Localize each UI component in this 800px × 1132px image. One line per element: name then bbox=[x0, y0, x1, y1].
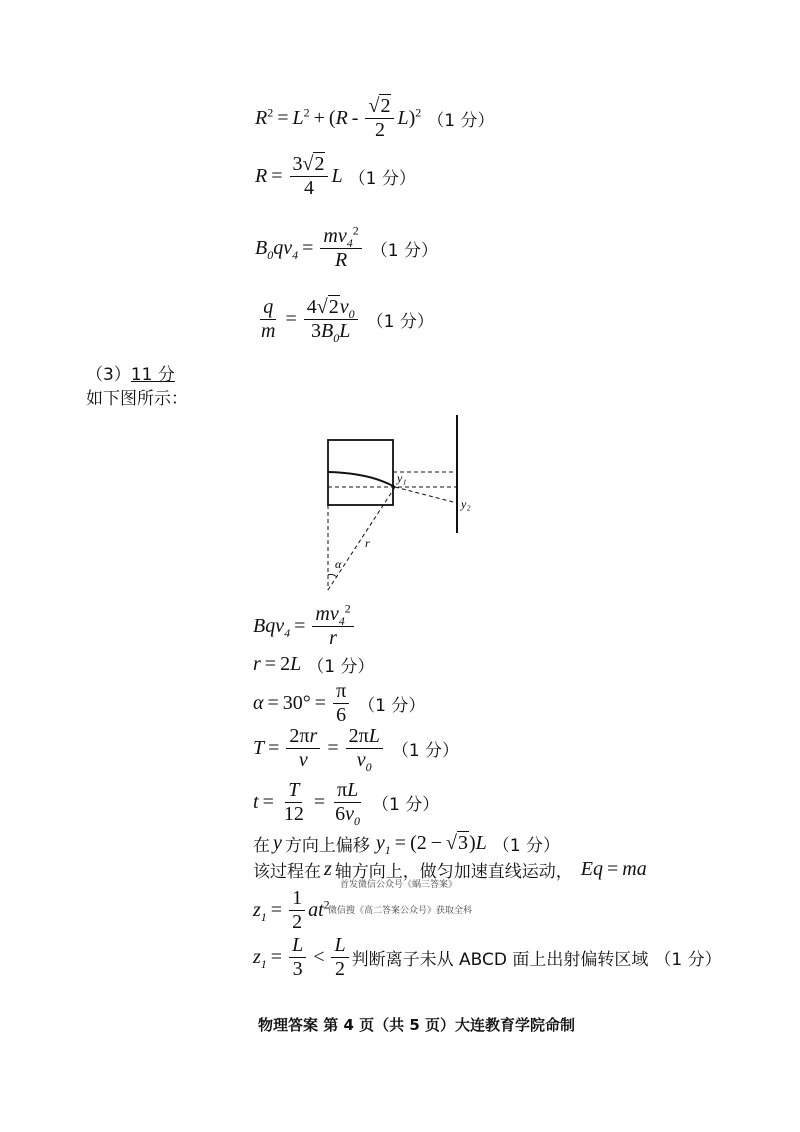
score-note: （1 分） bbox=[348, 169, 416, 189]
label-r: r bbox=[365, 536, 370, 550]
score-note: （1 分） bbox=[372, 795, 440, 815]
page-footer: 物理答案 第 4 页（共 5 页）大连教育学院命制 bbox=[258, 1016, 575, 1034]
equation-z1-compare: $z_1$ = $\frac{L}{3}$ < $\frac{L}{2}$ 判断离子未从 ABCD 面上出射偏转区域 （1 分） bbox=[253, 934, 722, 980]
equation-r-squared: $R^2$ = $L^2$ + ( R - $\frac{√2}{2}$ L )$^2$ （1 分） bbox=[255, 95, 495, 141]
score-note: （1 分） bbox=[654, 950, 722, 970]
equation-motion-z: 该过程在 z 轴方向上，做匀加速直线运动， Eq = ma bbox=[253, 858, 647, 882]
alpha-angle-arc bbox=[328, 574, 337, 577]
deflection-axis: y bbox=[273, 832, 282, 854]
deflection-diagram bbox=[315, 405, 485, 595]
equation-time: t = $\frac{T}{12}$ = $\frac{\pi L}{6v_0}$ （1 分） bbox=[253, 779, 440, 828]
equation-magnetic-force: Bqv$_4$ = $\frac{mv_4^2}{r}$ bbox=[253, 603, 357, 650]
score-note: （1 分） bbox=[358, 696, 426, 716]
watermark-line2: 微信搜《高二答案公众号》获取全科 bbox=[328, 906, 473, 916]
slanted-dashed-radius bbox=[328, 487, 395, 590]
watermark-line1: 首发微信公众号《蜗三答案》 bbox=[340, 880, 458, 890]
exit-dashed-ray bbox=[395, 487, 457, 503]
score-note: （1 分） bbox=[391, 741, 460, 761]
label-y2: y₂ bbox=[461, 497, 471, 511]
score-note: （1 分） bbox=[427, 111, 495, 131]
section-intro: 如下图所示： bbox=[86, 389, 188, 409]
motion-prefix: 该过程在 bbox=[253, 862, 321, 882]
section-number: （3） bbox=[86, 365, 131, 385]
equation-deflection-y1: 在 y 方向上偏移 $y_1$ = (2 − √3 ) L （1 分） bbox=[253, 832, 561, 857]
score-note: （1 分） bbox=[370, 241, 438, 261]
equation-z1-displacement: $z_1$ = $\frac{1}{2}$ $at^2$ bbox=[253, 887, 330, 933]
particle-trajectory bbox=[328, 472, 395, 487]
label-y1: y₁ bbox=[397, 471, 407, 485]
score-note: （1 分） bbox=[366, 312, 434, 332]
equation-radius: r = 2 L （1 分） bbox=[253, 653, 375, 677]
score-note: （1 分） bbox=[492, 836, 561, 856]
equation-charge-mass-ratio: $\frac{q}{m}$ = $\frac{4√2v_0}{3B_0L}$ （1 分） bbox=[261, 296, 434, 345]
motion-axis: z bbox=[324, 858, 332, 880]
section-header bbox=[86, 360, 175, 385]
motion-text: 轴方向上，做匀加速直线运动， bbox=[334, 862, 573, 882]
deflection-mid: 方向上偏移 bbox=[284, 836, 370, 856]
score-note: （1 分） bbox=[307, 657, 375, 677]
equation-lorentz-force: $B_0qv_4$ = $\frac{mv_4^2}{R}$ （1 分） bbox=[255, 223, 438, 271]
equation-angle: α = 30° = $\frac{\pi}{6}$ （1 分） bbox=[253, 680, 426, 726]
equation-period: T = $\frac{2\pi r}{v}$ = $\frac{2\pi L}{v_0}$ （1 分） bbox=[253, 725, 460, 774]
deflection-prefix: 在 bbox=[253, 836, 270, 856]
equation-r-value: R = $\frac{3√2}{4}$ L （1 分） bbox=[255, 153, 416, 199]
label-alpha: α bbox=[335, 557, 342, 571]
judgement-text: 判断离子未从 ABCD 面上出射偏转区域 bbox=[351, 950, 649, 970]
section-points: 11 分 bbox=[130, 365, 175, 385]
